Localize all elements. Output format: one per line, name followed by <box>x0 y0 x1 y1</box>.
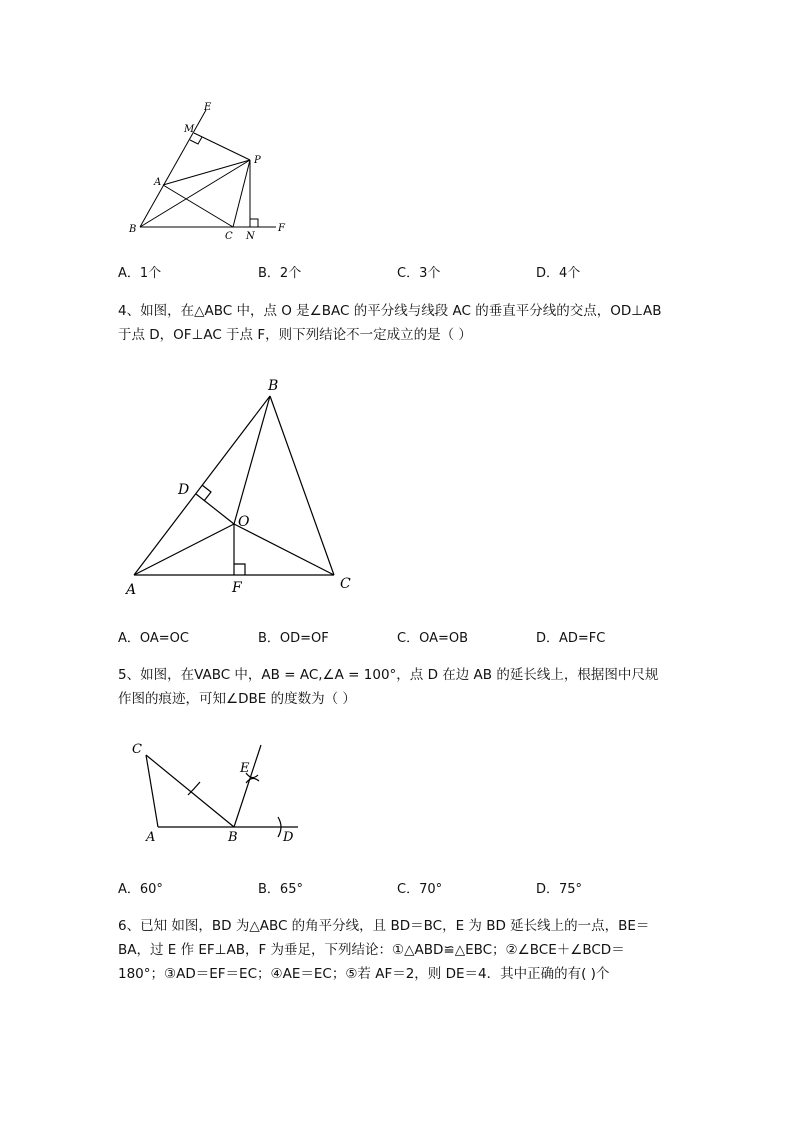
q5-option-d: D．75° <box>536 882 583 897</box>
line-cp <box>233 160 250 227</box>
segment-ca <box>146 755 158 827</box>
q4-line-1: 4、如图，在△ABC 中，点 O 是∠BAC 的平分线与线段 AC 的垂直平分线的交点，OD⊥AB <box>118 303 662 319</box>
right-angle-n <box>250 219 258 227</box>
q4-line-2: 于点 D，OF⊥AC 于点 F，则下列结论不一定成立的是（ ） <box>118 327 472 343</box>
q4-option-a: A．OA=OC <box>118 631 189 646</box>
label-p: P <box>254 155 261 166</box>
segment-ao <box>134 524 234 575</box>
q6-line-3: 180°；③AD＝EF＝EC；④AE＝EC；⑤若 AF＝2，则 DE＝4．其中正确的有( )个 <box>118 966 610 982</box>
q5-line-2: 作图的痕迹，可知∠DBE 的度数为（ ） <box>118 691 356 707</box>
q6-text <box>118 914 678 986</box>
label-c: C <box>132 742 142 757</box>
label-b: B <box>228 830 238 845</box>
label-e: E <box>204 102 212 113</box>
q6-line-2: BA，过 E 作 EF⊥AB，F 为垂足，下列结论：①△ABD≌△EBC；②∠BCE＋∠BCD＝ <box>118 942 625 958</box>
segment-bo <box>234 396 270 524</box>
figure-q5 <box>118 735 318 850</box>
label-c: C <box>340 576 351 592</box>
segment-cb <box>146 755 234 827</box>
q6-line-1: 6、已知 如图，BD 为△ABC 的角平分线，且 BD＝BC，E 为 BD 延长线上的一点，BE＝ <box>118 918 650 934</box>
q5-option-c: C．70° <box>397 882 443 897</box>
label-f: F <box>232 580 242 596</box>
right-angle-d <box>202 485 211 501</box>
q3-option-b: B．2个 <box>258 266 302 281</box>
q3-option-a: A．1个 <box>118 266 162 281</box>
right-angle-m <box>190 137 202 144</box>
label-a: A <box>126 582 137 598</box>
label-a: A <box>146 830 156 845</box>
label-b: B <box>129 224 137 235</box>
line-pm <box>194 133 250 160</box>
q5-option-b: B．65° <box>258 882 303 897</box>
q4-option-c: C．OA=OB <box>397 631 469 646</box>
arc-mark-cb <box>188 782 200 795</box>
q3-option-d: D．4个 <box>536 266 581 281</box>
line-bp <box>140 160 250 227</box>
q4-text <box>118 299 678 347</box>
label-f: F <box>278 223 285 234</box>
label-d: D <box>283 830 294 845</box>
ray-be <box>234 745 261 827</box>
label-a: A <box>154 177 162 188</box>
label-c: C <box>225 231 233 242</box>
figure-q4 <box>118 372 368 604</box>
label-m: M <box>184 124 195 135</box>
label-b: B <box>268 378 279 394</box>
arc-mark-e2 <box>246 778 259 783</box>
q4-option-b: B．OD=OF <box>258 631 329 646</box>
label-e: E <box>240 761 250 776</box>
q4-option-d: D．AD=FC <box>536 631 606 646</box>
line-be <box>140 110 206 227</box>
q5-option-a: A．60° <box>118 882 163 897</box>
label-o: O <box>238 514 250 530</box>
segment-od <box>196 494 234 524</box>
side-bc <box>270 396 334 575</box>
q5-text <box>118 663 678 711</box>
figure-q3 <box>118 95 308 245</box>
q3-option-c: C．3个 <box>397 266 441 281</box>
label-n: N <box>246 231 255 242</box>
label-d: D <box>178 482 190 498</box>
right-angle-f <box>234 564 245 575</box>
q5-line-1: 5、如图，在VABC 中，AB = AC,∠A = 100°，点 D 在边 AB 的延长线上，根据图中尺规 <box>118 667 659 683</box>
